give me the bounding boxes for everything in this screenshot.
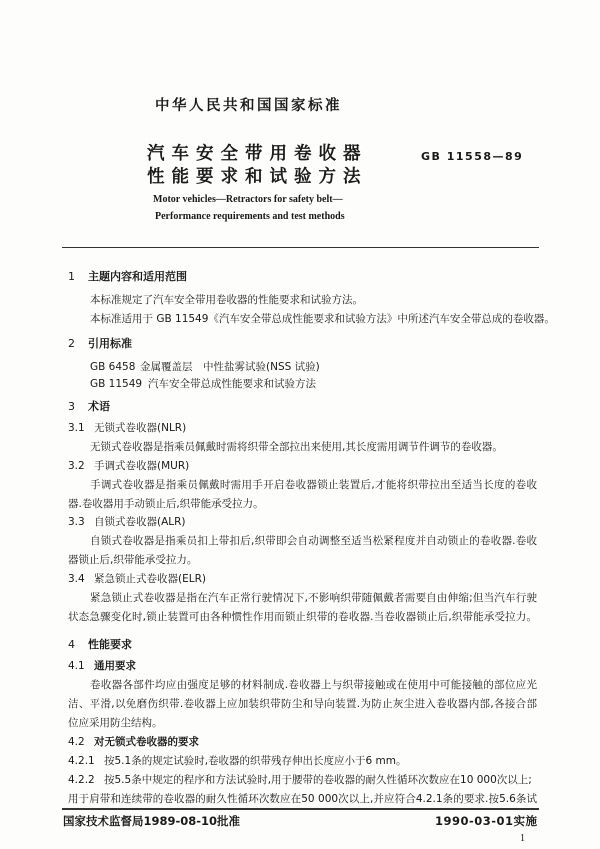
paragraph-line: 状态急骤变化时,锁止装置可由各种惯性作用而锁止织带的卷收器.当卷收器锁止后,织带能承受拉力。 [68, 611, 537, 623]
page-number: 1 [520, 833, 525, 844]
footer-rule [62, 808, 539, 810]
paragraph-line: 本标准规定了汽车安全带用卷收器的性能要求和试验方法。 [90, 294, 363, 306]
english-title-2: Performance requirements and test methods [155, 211, 345, 222]
subsection-heading: 3.3 自锁式卷收器(ALR) [68, 516, 186, 528]
section-2-heading: 2 引用标准 [68, 337, 132, 350]
effective-date: 1990-03-01实施 [435, 814, 538, 828]
standard-body: 中华人民共和国国家标准 [155, 98, 342, 114]
section-3-heading: 3 术语 [68, 400, 110, 413]
paragraph-line: 用于肩带和连续带的卷收器的耐久性循环次数应在50 000次以上,并应符合4.2.1条的要求.按5.6条试 [68, 793, 537, 805]
paragraph-line: 无锁式卷收器是指乘员佩戴时需将织带全部拉出来使用,其长度需用调节件调节的卷收器。 [90, 441, 503, 453]
section-4-heading: 4 性能要求 [68, 638, 132, 651]
english-title-1: Motor vehicles—Retractors for safety belt— [153, 194, 343, 205]
subsection-heading: 3.2 手调式卷收器(MUR) [68, 460, 190, 472]
subsection-heading: 3.1 无锁式卷收器(NLR) [68, 422, 187, 434]
subsection-heading: 3.4 紧急锁止式卷收器(ELR) [68, 573, 206, 585]
subsection-heading: 4.1 通用要求 [68, 660, 136, 672]
section-1-heading: 1 主题内容和适用范围 [68, 270, 187, 283]
clause: 4.2.2 按5.5条中规定的程序和方法试验时,用于腰带的卷收器的耐久性循环次数应在10 000次以上; [68, 774, 532, 786]
paragraph-line: 洁、平滑,以免磨伤织带.卷收器上应加装织带防尘和导向装置.为防止灰尘进入卷收器内部,各接合部 [68, 698, 537, 710]
title-line-1: 汽车安全带用卷收器 [147, 144, 368, 164]
paragraph-line: 位应采用防尘结构。 [68, 717, 163, 729]
standard-code: GB 11558—89 [421, 150, 524, 163]
subsection-heading: 4.2 对无锁式卷收器的要求 [68, 736, 199, 748]
header-rule [62, 247, 539, 248]
paragraph-line: 紧急锁止式卷收器是指在汽车正常行驶情况下,不影响织带随佩戴者需要自由伸缩;但当汽车行驶 [90, 592, 537, 604]
title-line-2: 性能要求和试验方法 [147, 167, 368, 187]
paragraph-line: 手调式卷收器是指乘员佩戴时需用手开启卷收器锁止装置后,才能将织带拉出至适当长度的卷收 [90, 479, 537, 491]
reference-item: GB 6458 金属覆盖层 中性盐雾试验(NSS 试验) [90, 361, 320, 373]
approval-date: 国家技术监督局1989-08-10批准 [63, 814, 241, 828]
paragraph-line: 器.卷收器用手动锁止后,织带能承受拉力。 [68, 498, 264, 510]
paragraph-line: 自锁式卷收器是指乘员扣上带扣后,织带即会自动调整至适当松紧程度并自动锁止的卷收器.卷收 [90, 535, 537, 547]
paragraph-line: 本标准适用于 GB 11549《汽车安全带总成性能要求和试验方法》中所述汽车安全带总成的卷收器。 [90, 313, 555, 325]
clause: 4.2.1 按5.1条的规定试验时,卷收器的织带残存伸出长度应小于6 mm。 [68, 755, 407, 767]
paragraph-line: 器锁止后,织带能承受拉力。 [68, 554, 198, 566]
reference-item: GB 11549 汽车安全带总成性能要求和试验方法 [90, 378, 316, 390]
paragraph-line: 卷收器各部件均应由强度足够的材料制成.卷收器上与织带接触或在使用中可能接触的部位应光 [90, 679, 537, 691]
